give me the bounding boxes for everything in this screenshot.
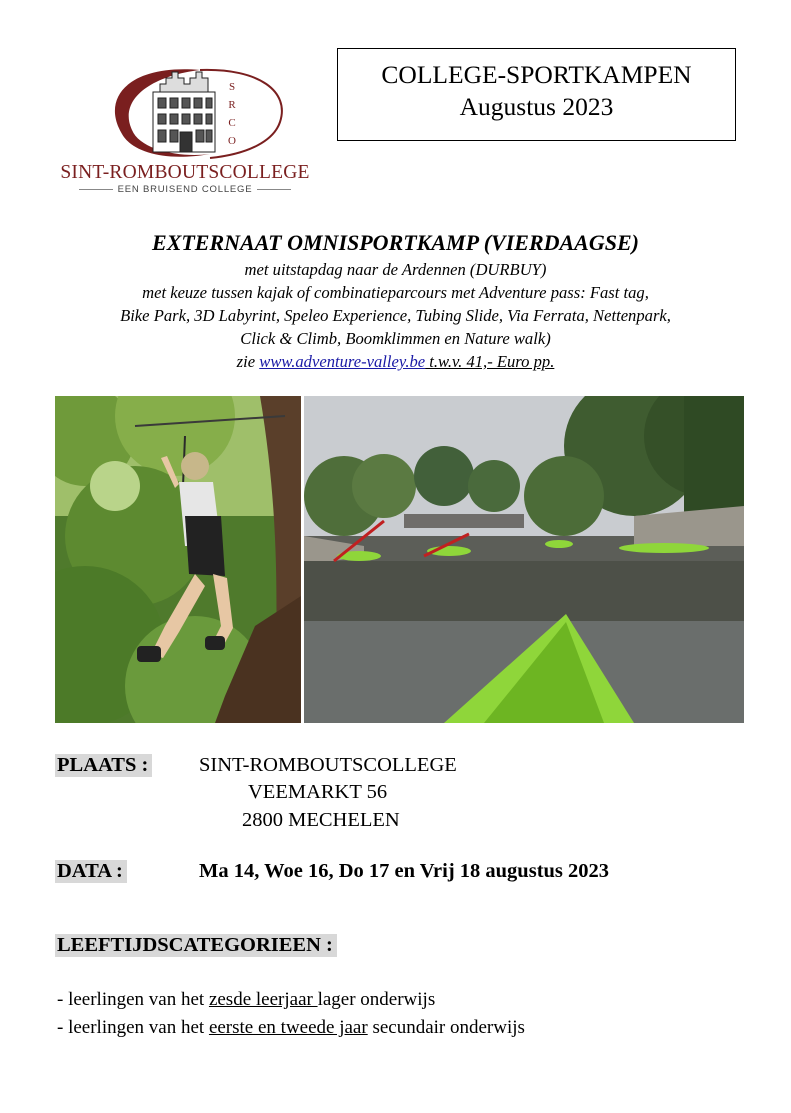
building-icon [153,72,215,152]
logo-initial-s: S [228,81,236,93]
data-label: DATA : [55,860,127,883]
adventure-valley-link[interactable]: www.adventure-valley.be [259,352,426,371]
leeftijd-line-1-highlight: zesde leerjaar [208,989,318,1010]
intro-section [40,228,751,373]
intro-line-2: met keuze tussen kajak of combinatieparcours met Adventure pass: Fast tag, [142,283,649,302]
plaats-street: VEEMARKT 56 [248,781,388,803]
leeftijd-line-1-suffix: lager onderwijs [317,989,436,1010]
plaats-label: PLAATS : [55,754,152,777]
leeftijd-line-1-prefix: - leerlingen van het [57,989,209,1010]
leeftijd-label: LEEFTIJDSCATEGORIEEN : [55,934,337,957]
header-subtitle: Augustus 2023 [459,92,614,121]
logo-initial-r: R [228,99,236,111]
logo-tagline-text: EEN BRUISEND COLLEGE [117,184,253,195]
intro-line-4: Click & Climb, Boomklimmen en Nature walk) [240,329,551,348]
logo-initial-o: O [228,135,236,147]
intro-price: t.w.v. 41,- Euro pp. [425,352,555,371]
intro-line-5 [40,350,751,373]
leeftijd-line-1 [57,989,435,1011]
data-value: Ma 14, Woe 16, Do 17 en Vrij 18 augustus 2023 [199,860,610,882]
logo-tagline [62,184,308,195]
intro-see-prefix: zie [236,352,260,371]
kayak-photo [304,396,744,723]
leeftijd-line-2-prefix: - leerlingen van het [57,1017,209,1038]
zipline-photo [55,396,301,723]
leeftijd-line-2-suffix: secundair onderwijs [367,1017,525,1038]
leeftijd-line-2-highlight: eerste en tweede jaar [208,1017,368,1038]
logo-school-name: SINT-ROMBOUTSCOLLEGE [60,162,310,183]
intro-line-3: Bike Park, 3D Labyrint, Speleo Experience, Tubing Slide, Via Ferrata, Nettenpark, [120,306,671,325]
header-title-box [337,48,736,141]
plaats-city: 2800 MECHELEN [242,809,400,831]
logo-initial-c: C [228,117,236,129]
leeftijd-line-2 [57,1017,525,1039]
header-title: COLLEGE-SPORTKAMPEN [381,60,692,89]
intro-line-1: met uitstapdag naar de Ardennen (DURBUY) [244,260,547,279]
camp-title: EXTERNAAT OMNISPORTKAMP (VIERDAAGSE) [152,230,639,255]
plaats-name: SINT-ROMBOUTSCOLLEGE [199,754,457,776]
